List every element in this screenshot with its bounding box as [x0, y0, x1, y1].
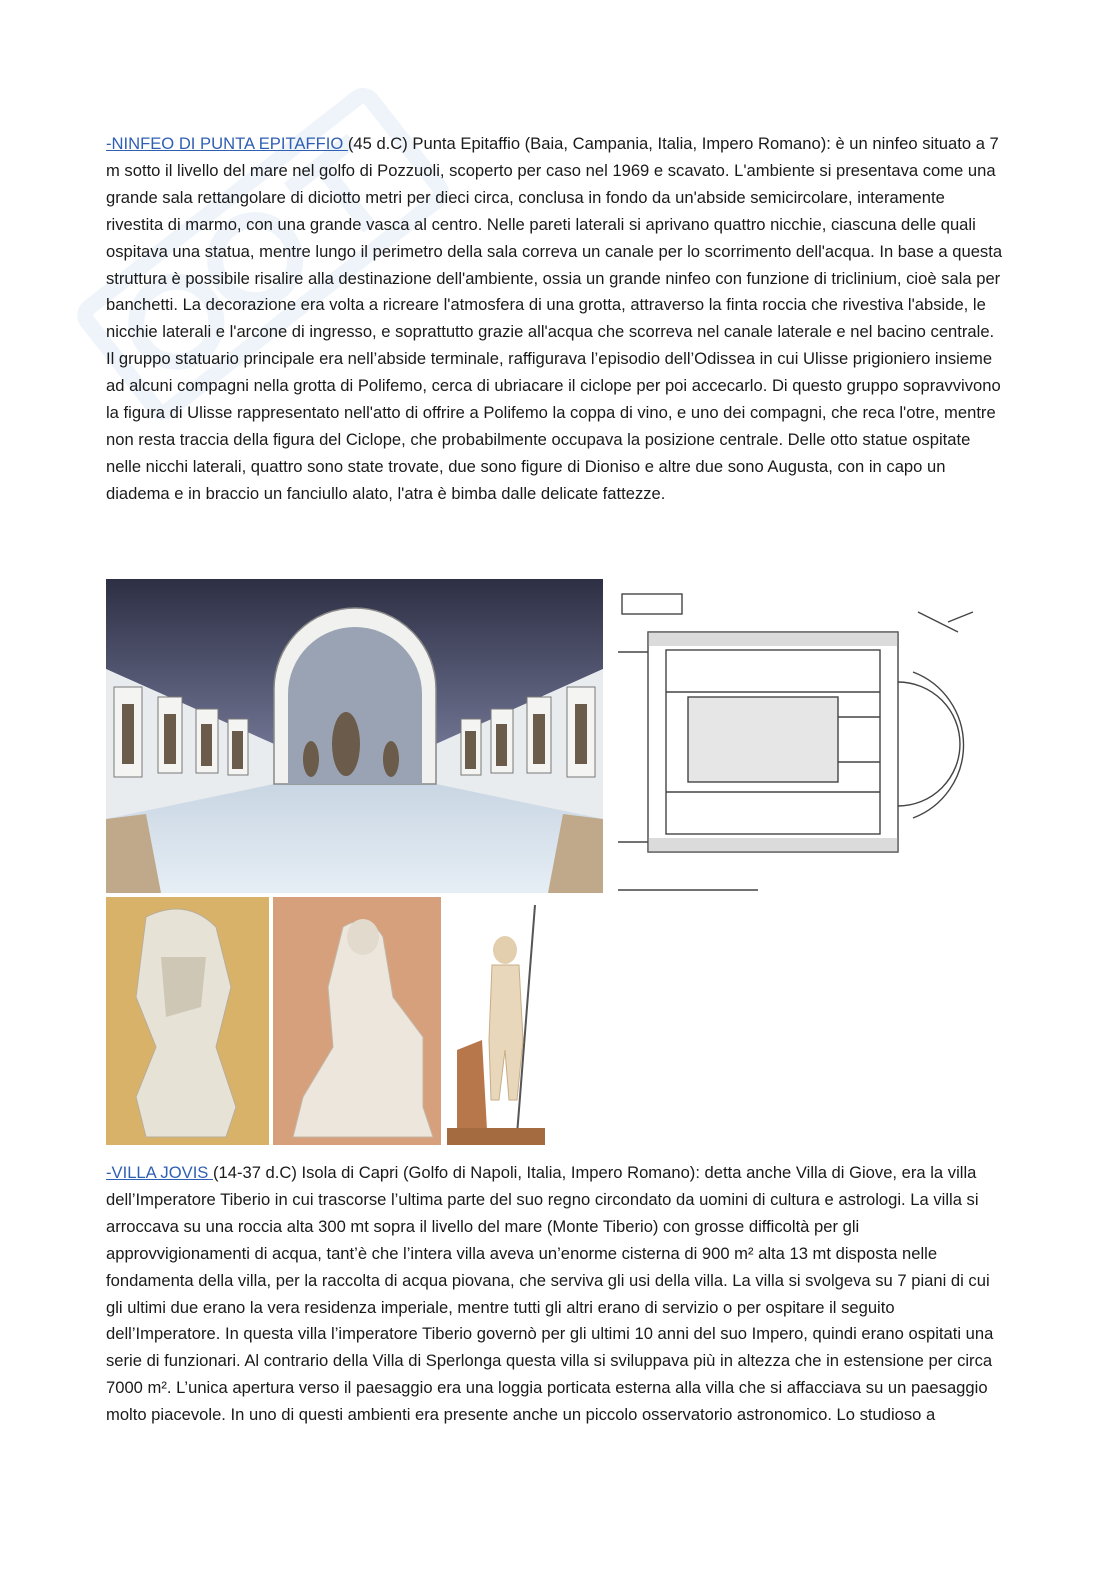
villa-jovis-body-text: (14-37 d.C) Isola di Capri (Golfo di Napoli, Italia, Impero Romano): detta anche Villa di Giove, era la villa dell’Imperatore Tiberio in cui trascorse l’ultima parte del suo regno circondato da uomini di cultura e astrologi. La villa si arroccava su una roccia alta 300 mt sopra il livello del mare (Monte Tiberio) con grosse difficoltà per gli approvvigionamenti di acqua, tant’è che l’intera villa aveva un’enorme cisterna di 900 m² alta 13 mt disposta nelle fondamenta della villa, per la raccolta di acqua piovana, che serviva gli usi della villa. La villa si svolgeva su 7 piani di cui gli ultimi due erano la vera residenza imperiale, mentre tutti gli altri erano di servizio o per ospitare il seguito dell’Imperatore. In questa villa l’imperatore Tiberio governò per gli ultimi 10 anni del suo Impero, quindi erano ospitati una serie di funzionari. Al contrario della Villa di Sperlonga questa villa si sviluppava più in altezza che in estensione per circa 7000 m². L’unica apertura verso il paesaggio era una loggia porticata esterna alla villa che si affacciava su un paesaggio molto piacevole. In uno di questi ambienti era presente anche un piccolo osservatorio astronomico. Lo studioso a [106, 1163, 994, 1425]
nymphaeum-plan-drawing [618, 592, 988, 894]
ninfeo-body-text: (45 d.C) Punta Epitaffio (Baia, Campania, Italia, Impero Romano): è un ninfeo situato a 7 m sotto il livello del mare nel golfo di Pozzuoli, scoperto per caso nel 1969 e scavato. L'ambiente si presentava come una grande sala rettangolare di diciotto metri per dieci circa, conclusa in fondo da un'abside semicircolare, interamente rivestita di marmo, con una grande vasca al centro. Nelle pareti laterali si aprivano quattro nicchie, ciascuna delle quali ospitava una statua, mentre lungo il perimetro della sala correva un canale per lo scorrimento dell'acqua. In base a questa struttura è possibile risalire alla destinazione dell'ambiente, ossia un grande ninfeo con funzione di triclinium, cioè sala per banchetti. La decorazione era volta a ricreare l'atmosfera di una grotta, attraverso la finta roccia che rivestiva l'abside, le nicchie laterali e l'arcone di ingresso, e soprattutto grazie all'acqua che scorreva nel canale laterale e nel bacino centrale. Il gruppo statuario principale era nell’abside terminale, raffigurava l’episodio dell’Odissea in cui Ulisse prigioniero insieme ad alcuni compagni nella grotta di Polifemo, cerca di ubriacare il ciclope per poi accecarlo. Di questo gruppo sopravvivono la figura di Ulisse rappresentato nell'atto di offrire a Polifemo la coppa di vino, e uno dei compagni, che reca l'otre, mentre non resta traccia della figura del Ciclope, che probabilmente occupava la posizione centrale. Delle otto statue ospitate nelle nicchi laterali, quattro sono state trovate, due sono figure di Dioniso e altre due sono Augusta, con in capo un diadema e in braccio un fanciullo alato, l'atra è bimba dalle delicate fattezze. [106, 134, 1003, 503]
statue-photo-2 [273, 897, 441, 1145]
statue-photo-1 [106, 897, 269, 1145]
paragraph-villa-jovis [106, 1160, 1006, 1429]
statue-photo-3 [447, 900, 545, 1145]
link-villa-jovis[interactable]: -VILLA JOVIS [106, 1163, 213, 1182]
nymphaeum-reconstruction-image [106, 579, 603, 893]
link-ninfeo-punta-epitaffio[interactable]: -NINFEO DI PUNTA EPITAFFIO [106, 134, 348, 153]
paragraph-ninfeo [106, 131, 1006, 508]
